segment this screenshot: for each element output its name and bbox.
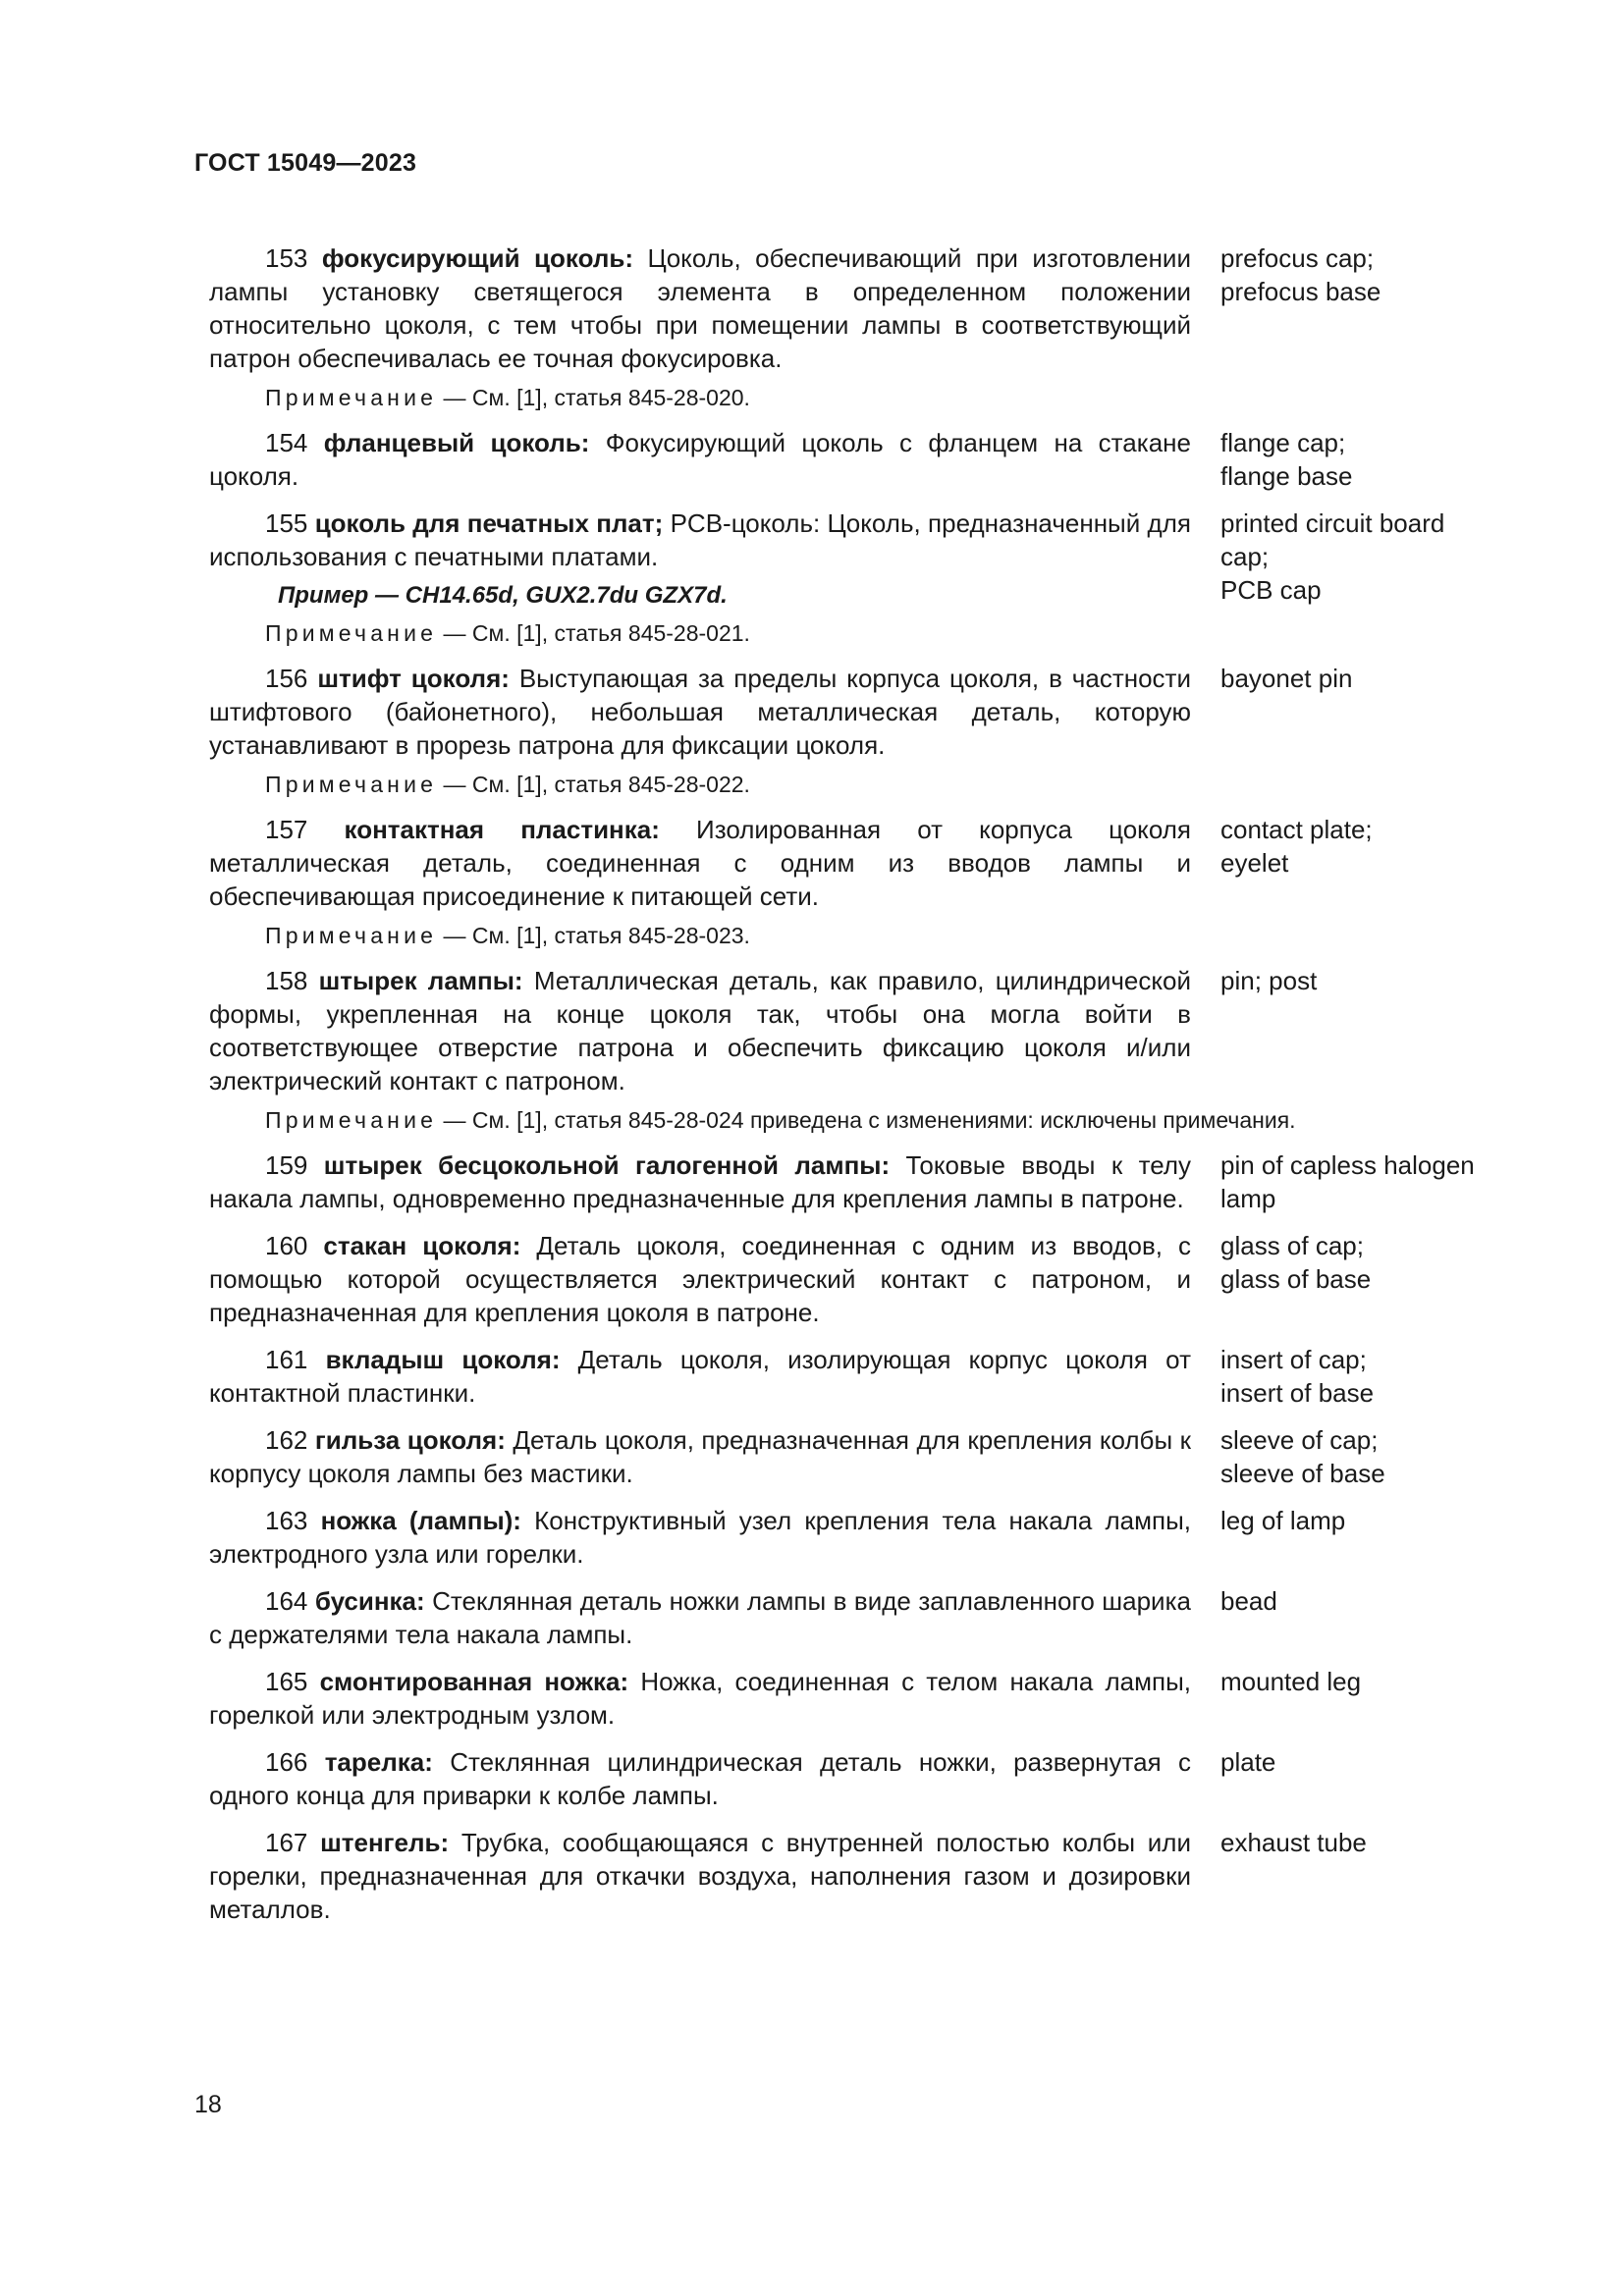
term-name: гильза цоколя: xyxy=(314,1425,506,1455)
english-term: flange cap; xyxy=(1220,428,1346,457)
term-name: фланцевый цоколь: xyxy=(323,428,590,457)
term-name: штырек бесцокольной галогенной лампы: xyxy=(323,1150,891,1180)
english-term: exhaust tube xyxy=(1220,1828,1367,1857)
note-text: — См. [1], статья 845-28-021. xyxy=(437,620,750,646)
term-name: фокусирующий цоколь: xyxy=(321,243,633,273)
term-entry-167 xyxy=(209,1826,1515,1926)
english-equivalent xyxy=(1220,1423,1515,1490)
term-entry-165 xyxy=(209,1665,1515,1732)
english-equivalent xyxy=(1220,1504,1515,1537)
term-number: 159 xyxy=(265,1150,308,1180)
term-number: 163 xyxy=(265,1506,308,1535)
term-entry-156 xyxy=(209,662,1515,799)
english-term: pin of capless halogen xyxy=(1220,1150,1475,1180)
term-body xyxy=(209,507,1191,611)
term-entry-154 xyxy=(209,426,1515,493)
english-term: eyelet xyxy=(1220,848,1289,878)
english-equivalent xyxy=(1220,1826,1515,1859)
term-number: 153 xyxy=(265,243,308,273)
term-number: 154 xyxy=(265,428,308,457)
term-example: Пример — CH14.65d, GUX2.7du GZX7d. xyxy=(278,582,728,609)
term-name: штифт цоколя: xyxy=(317,664,510,693)
definition-text: Конструктивный узел крепления тела накала лампы, электродного узла или горелки. xyxy=(209,1506,1192,1569)
term-definition xyxy=(209,507,1191,573)
term-number: 160 xyxy=(265,1231,308,1260)
term-name: смонтированная ножка: xyxy=(319,1667,629,1696)
definition-text: Изолированная от корпуса цоколя металлическая деталь, соединенная с одним из вводов лампы и обеспечивающая присоединение к питающей сети. xyxy=(209,815,1191,911)
term-definition xyxy=(209,1423,1191,1490)
term-definition xyxy=(209,1745,1191,1812)
term-entry-158 xyxy=(209,964,1515,1135)
english-equivalent xyxy=(1220,1148,1515,1215)
english-term: pin; post xyxy=(1220,966,1318,995)
term-entry-166 xyxy=(209,1745,1515,1812)
term-number: 164 xyxy=(265,1586,308,1616)
english-term: glass of cap; xyxy=(1220,1231,1364,1260)
term-name: цоколь для печатных плат; xyxy=(314,508,664,538)
term-entry-157 xyxy=(209,813,1515,950)
term-definition xyxy=(209,1229,1191,1329)
term-number: 156 xyxy=(265,664,308,693)
english-equivalent xyxy=(1220,813,1515,880)
term-definition xyxy=(209,426,1191,493)
english-term: cap; xyxy=(1220,542,1270,571)
definition-text: Выступающая за пределы корпуса цоколя, в частности штифтового (байонетного), небольшая металлическая деталь, которую устанавливают в прорезь патрона для фиксации цоколя. xyxy=(209,664,1191,760)
definition-text: Трубка, сообщающаяся с внутренней полостью колбы или горелки, предназначенная для откачки воздуха, наполнения газом и дозировки металлов. xyxy=(209,1828,1191,1924)
term-definition xyxy=(209,1504,1191,1571)
term-definition xyxy=(209,662,1191,762)
term-number: 165 xyxy=(265,1667,308,1696)
term-name: стакан цоколя: xyxy=(323,1231,521,1260)
term-entry-163 xyxy=(209,1504,1515,1571)
note-label: Примечание xyxy=(265,620,438,646)
term-definition xyxy=(209,1343,1191,1410)
term-entry-164 xyxy=(209,1584,1515,1651)
term-entry-162 xyxy=(209,1423,1515,1490)
term-name: вкладыш цоколя: xyxy=(325,1345,561,1374)
english-equivalent xyxy=(1220,1665,1515,1698)
term-entry-153 xyxy=(209,241,1515,412)
definition-text: Деталь цоколя, предназначенная для крепления колбы к корпусу цоколя лампы без мастики. xyxy=(209,1425,1191,1488)
term-number: 162 xyxy=(265,1425,308,1455)
page-number: 18 xyxy=(194,2091,222,2118)
term-number: 155 xyxy=(265,508,308,538)
term-number: 167 xyxy=(265,1828,308,1857)
english-term: PCB cap xyxy=(1220,575,1322,605)
note-label: Примечание xyxy=(265,772,438,797)
english-term: bead xyxy=(1220,1586,1277,1616)
english-equivalent xyxy=(1220,1745,1515,1779)
english-equivalent xyxy=(1220,241,1515,308)
english-term: lamp xyxy=(1220,1184,1276,1213)
term-note xyxy=(209,921,1515,950)
definition-text: Токовые вводы к телу накала лампы, одновременно предназначенные для крепления лампы в патроне. xyxy=(209,1150,1191,1213)
english-term: prefocus base xyxy=(1220,277,1381,306)
english-term: glass of base xyxy=(1220,1264,1372,1294)
term-entry-159 xyxy=(209,1148,1515,1215)
note-label: Примечание xyxy=(265,1107,438,1133)
term-name: штенгель: xyxy=(320,1828,450,1857)
term-entry-155 xyxy=(209,507,1515,648)
note-text: — См. [1], статья 845-28-024 приведена с изменениями: исключены примечания. xyxy=(437,1107,1296,1133)
english-equivalent xyxy=(1220,426,1515,493)
term-note xyxy=(209,1105,1515,1135)
english-equivalent xyxy=(1220,1584,1515,1618)
definition-text: Деталь цоколя, изолирующая корпус цоколя от контактной пластинки. xyxy=(209,1345,1191,1408)
term-name: ножка (лампы): xyxy=(320,1506,521,1535)
term-name: бусинка: xyxy=(314,1586,425,1616)
note-text: — См. [1], статья 845-28-023. xyxy=(437,923,750,948)
term-definition xyxy=(209,1148,1191,1215)
note-text: — См. [1], статья 845-28-020. xyxy=(437,385,750,410)
term-name: штырек лампы: xyxy=(318,966,523,995)
definition-text: Стеклянная деталь ножки лампы в виде заплавленного шарика с держателями тела накала лампы. xyxy=(209,1586,1191,1649)
definition-text: Цоколь, обеспечивающий при изготовлении лампы установку светящегося элемента в определенном положении относительно цоколя, с тем чтобы при помещении лампы в соответствующий патрон обеспечивалась ее точная фокусировка. xyxy=(209,243,1191,373)
term-number: 161 xyxy=(265,1345,308,1374)
term-number: 166 xyxy=(265,1747,308,1777)
note-text: — См. [1], статья 845-28-022. xyxy=(437,772,750,797)
term-definition xyxy=(209,964,1191,1097)
term-note xyxy=(209,618,1515,648)
english-term: insert of cap; xyxy=(1220,1345,1367,1374)
english-term: sleeve of cap; xyxy=(1220,1425,1379,1455)
definition-text: Деталь цоколя, соединенная с одним из вводов, с помощью которой осуществляется электрический контакт с патроном, и предназначенная для крепления цоколя в патроне. xyxy=(209,1231,1192,1327)
english-equivalent xyxy=(1220,1229,1515,1296)
term-definition xyxy=(209,813,1191,913)
term-definition xyxy=(209,1665,1191,1732)
term-name: контактная пластинка: xyxy=(344,815,660,844)
note-label: Примечание xyxy=(265,923,438,948)
note-label: Примечание xyxy=(265,385,438,410)
definition-text: PCB-цоколь: Цоколь, предназначенный для использования с печатными платами. xyxy=(209,508,1191,571)
term-name: тарелка: xyxy=(324,1747,433,1777)
english-term: mounted leg xyxy=(1220,1667,1362,1696)
english-term: leg of lamp xyxy=(1220,1506,1346,1535)
definition-text: Стеклянная цилиндрическая деталь ножки, развернутая с одного конца для приварки к колбе лампы. xyxy=(209,1747,1191,1810)
english-equivalent xyxy=(1220,662,1515,695)
definition-text: Металлическая деталь, как правило, цилиндрической формы, укрепленная на конце цоколя так, чтобы она могла войти в соответствующее отверстие патрона и обеспечить фиксацию цоколя и/или электрический контакт с патроном. xyxy=(209,966,1191,1095)
term-definition xyxy=(209,1826,1191,1926)
term-number: 157 xyxy=(265,815,308,844)
english-term: bayonet pin xyxy=(1220,664,1353,693)
term-definition xyxy=(209,241,1191,375)
term-entry-160 xyxy=(209,1229,1515,1329)
term-note xyxy=(209,383,1515,412)
english-term: sleeve of base xyxy=(1220,1459,1385,1488)
english-equivalent xyxy=(1220,1343,1515,1410)
term-definition xyxy=(209,1584,1191,1651)
term-number: 158 xyxy=(265,966,308,995)
definition-text: Ножка, соединенная с телом накала лампы, горелкой или электродным узлом. xyxy=(209,1667,1191,1730)
definition-text: Фокусирующий цоколь с фланцем на стакане цоколя. xyxy=(209,428,1191,491)
english-term: prefocus cap; xyxy=(1220,243,1375,273)
english-term: printed circuit board xyxy=(1220,508,1445,538)
english-term: plate xyxy=(1220,1747,1276,1777)
english-term: contact plate; xyxy=(1220,815,1373,844)
english-equivalent xyxy=(1220,964,1515,997)
term-entry-161 xyxy=(209,1343,1515,1410)
terms-list xyxy=(209,241,1515,1926)
document-header: ГОСТ 15049—2023 xyxy=(194,149,417,177)
term-note xyxy=(209,770,1515,799)
english-term: flange base xyxy=(1220,461,1353,491)
english-term: insert of base xyxy=(1220,1378,1375,1408)
english-equivalent xyxy=(1220,507,1515,607)
